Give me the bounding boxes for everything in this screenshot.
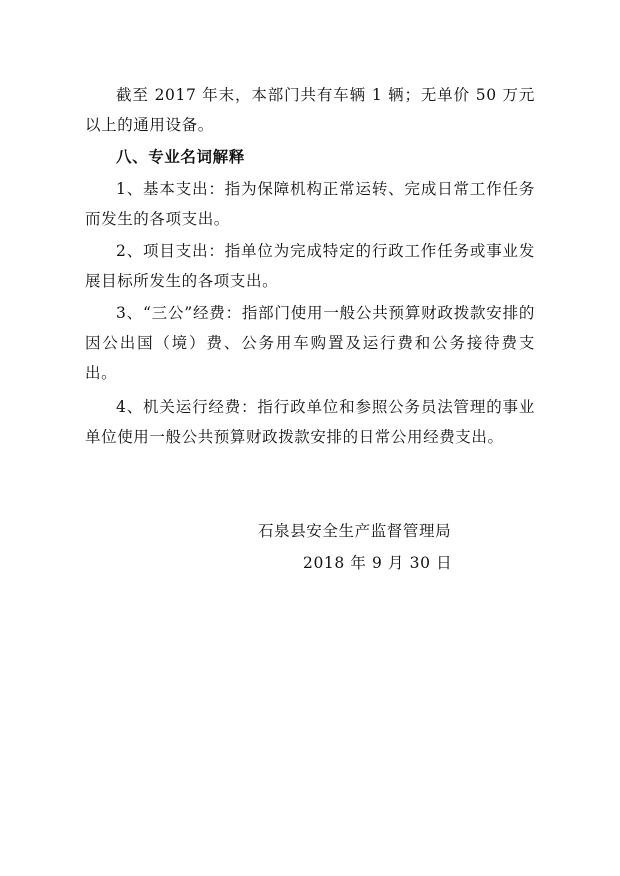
- definition-project-expenditure: 2、项目支出：指单位为完成特定的行政工作任务或事业发展目标所发生的各项支出。: [85, 242, 535, 290]
- signature-date: 2018 年 9 月 30 日: [303, 554, 453, 572]
- vehicle-assets-paragraph: 截至 2017 年末，本部门共有车辆 1 辆；无单价 50 万元以上的通用设备。: [85, 86, 535, 134]
- signature-organization: 石泉县安全生产监督管理局: [258, 522, 452, 540]
- definition-basic-expenditure: 1、基本支出：指为保障机构正常运转、完成日常工作任务而发生的各项支出。: [85, 180, 535, 228]
- section-heading: 八、专业名词解释: [116, 147, 245, 166]
- definition-agency-operating-expenses: 4、机关运行经费：指行政单位和参照公务员法管理的事业单位使用一般公共预算财政拨款安排的日常公用经费支出。: [85, 398, 535, 446]
- definition-three-public-expenses: 3、“三公”经费：指部门使用一般公共预算财政拨款安排的因公出国（境）费、公务用车购置及运行费和公务接待费支出。: [85, 304, 535, 382]
